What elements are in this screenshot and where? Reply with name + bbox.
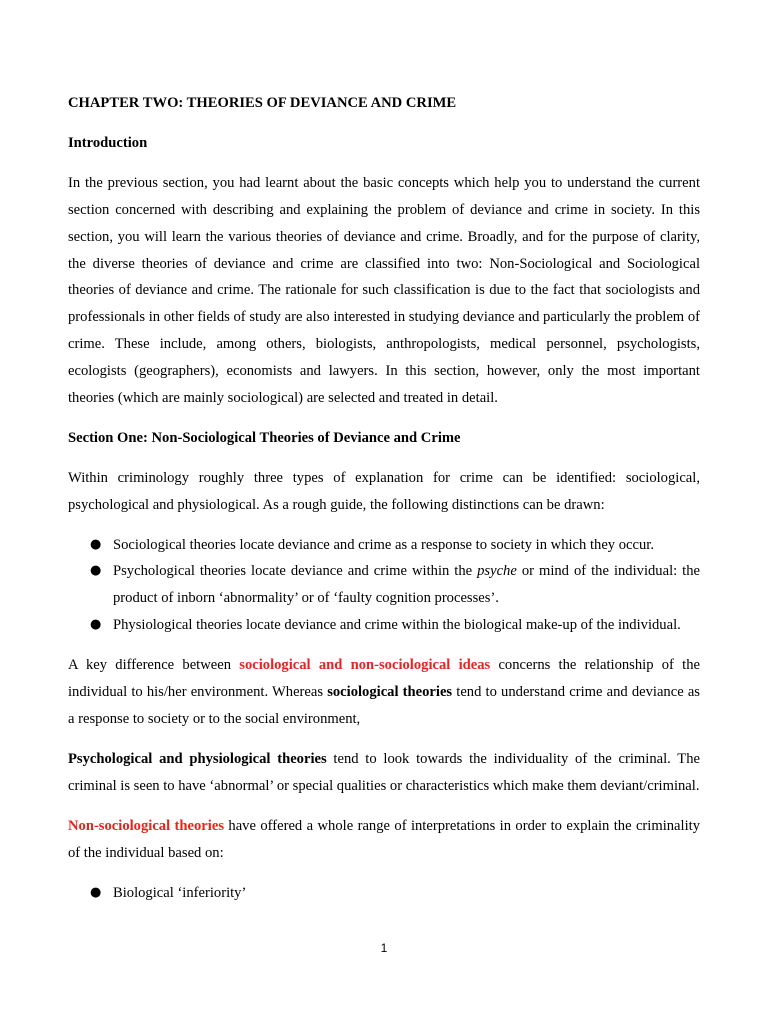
highlighted-term: Non-sociological theories — [68, 817, 224, 834]
bold-term: Psychological and physiological theories — [68, 750, 327, 767]
text-run: tend to look towards the individuality of the criminal. The criminal is seen to have ‘abnormal’ or special qualities or characteristics which make them deviant/criminal. — [68, 750, 700, 794]
chapter-title: CHAPTER TWO: THEORIES OF DEVIANCE AND CRIME — [68, 95, 457, 111]
psyche-term: psyche — [477, 563, 517, 580]
list-item — [68, 612, 700, 639]
list-item-text: Psychological theories locate deviance and crime within the — [113, 563, 478, 580]
distinctions-list — [68, 532, 700, 639]
list-item — [68, 532, 700, 559]
list-item-text: Biological ‘inferiority’ — [113, 884, 247, 901]
introduction-heading: Introduction — [68, 135, 148, 152]
document-body — [68, 90, 700, 906]
list-item-text: Sociological theories locate deviance and crime as a response to society in which they occur. — [113, 536, 654, 553]
list-item-text: or mind of the individual: the product of inborn ‘abnormality’ or of ‘faulty cognition processes’. — [113, 563, 700, 607]
text-run: A key difference between — [68, 657, 240, 674]
page-number: 1 — [380, 941, 388, 955]
bold-term: sociological theories — [327, 683, 453, 700]
list-item-text: Physiological theories locate deviance and crime within the biological make-up of the individual. — [113, 617, 681, 634]
bullet-icon: ● — [90, 884, 102, 900]
bullet-icon: ● — [90, 536, 102, 552]
non-sociological-paragraph — [68, 813, 700, 867]
text-run: tend to understand crime and deviance as a response to society or to the social environment, — [68, 683, 700, 727]
text-run: concerns the relationship of the individual to his/her environment. Whereas — [68, 657, 700, 700]
interpretations-list — [68, 880, 700, 907]
text-run: have offered a whole range of interpretations in order to explain the criminality of the individual based on: — [68, 817, 700, 861]
bullet-icon: ● — [90, 563, 102, 579]
highlighted-term: sociological and non-sociological ideas — [239, 657, 491, 674]
section-one-heading: Section One: Non-Sociological Theories of Deviance and Crime — [68, 429, 461, 446]
bullet-icon: ● — [90, 617, 102, 633]
key-difference-paragraph — [68, 652, 700, 732]
list-item — [68, 558, 700, 612]
introduction-paragraph: In the previous section, you had learnt about the basic concepts which help you to understand the current section concerned with describing and explaining the problem of deviance and crime in society. In this section, you will learn the various theories of deviance and crime. Broadly, and for the purpose of clarity, the diverse theories of deviance and crime are classified into two: Non-Sociological and Sociological theories of deviance and crime. The rationale for such classification is due to the fact that sociologists and professionals in other fields of study are also interested in studying deviance and particularly the problem of crime. These include, among others, biologists, anthropologists, medical personnel, psychologists, ecologists (geographers), economists and lawyers. In this section, however, only the most important theories (which are mainly sociological) are selected and treated in detail. — [68, 175, 700, 406]
psychological-paragraph — [68, 746, 700, 800]
explanation-types-paragraph: Within criminology roughly three types of explanation for crime can be identified: sociological, psychological and physiological. As a rough guide, the following distinctions can be drawn: — [68, 469, 700, 513]
list-item — [68, 880, 700, 907]
